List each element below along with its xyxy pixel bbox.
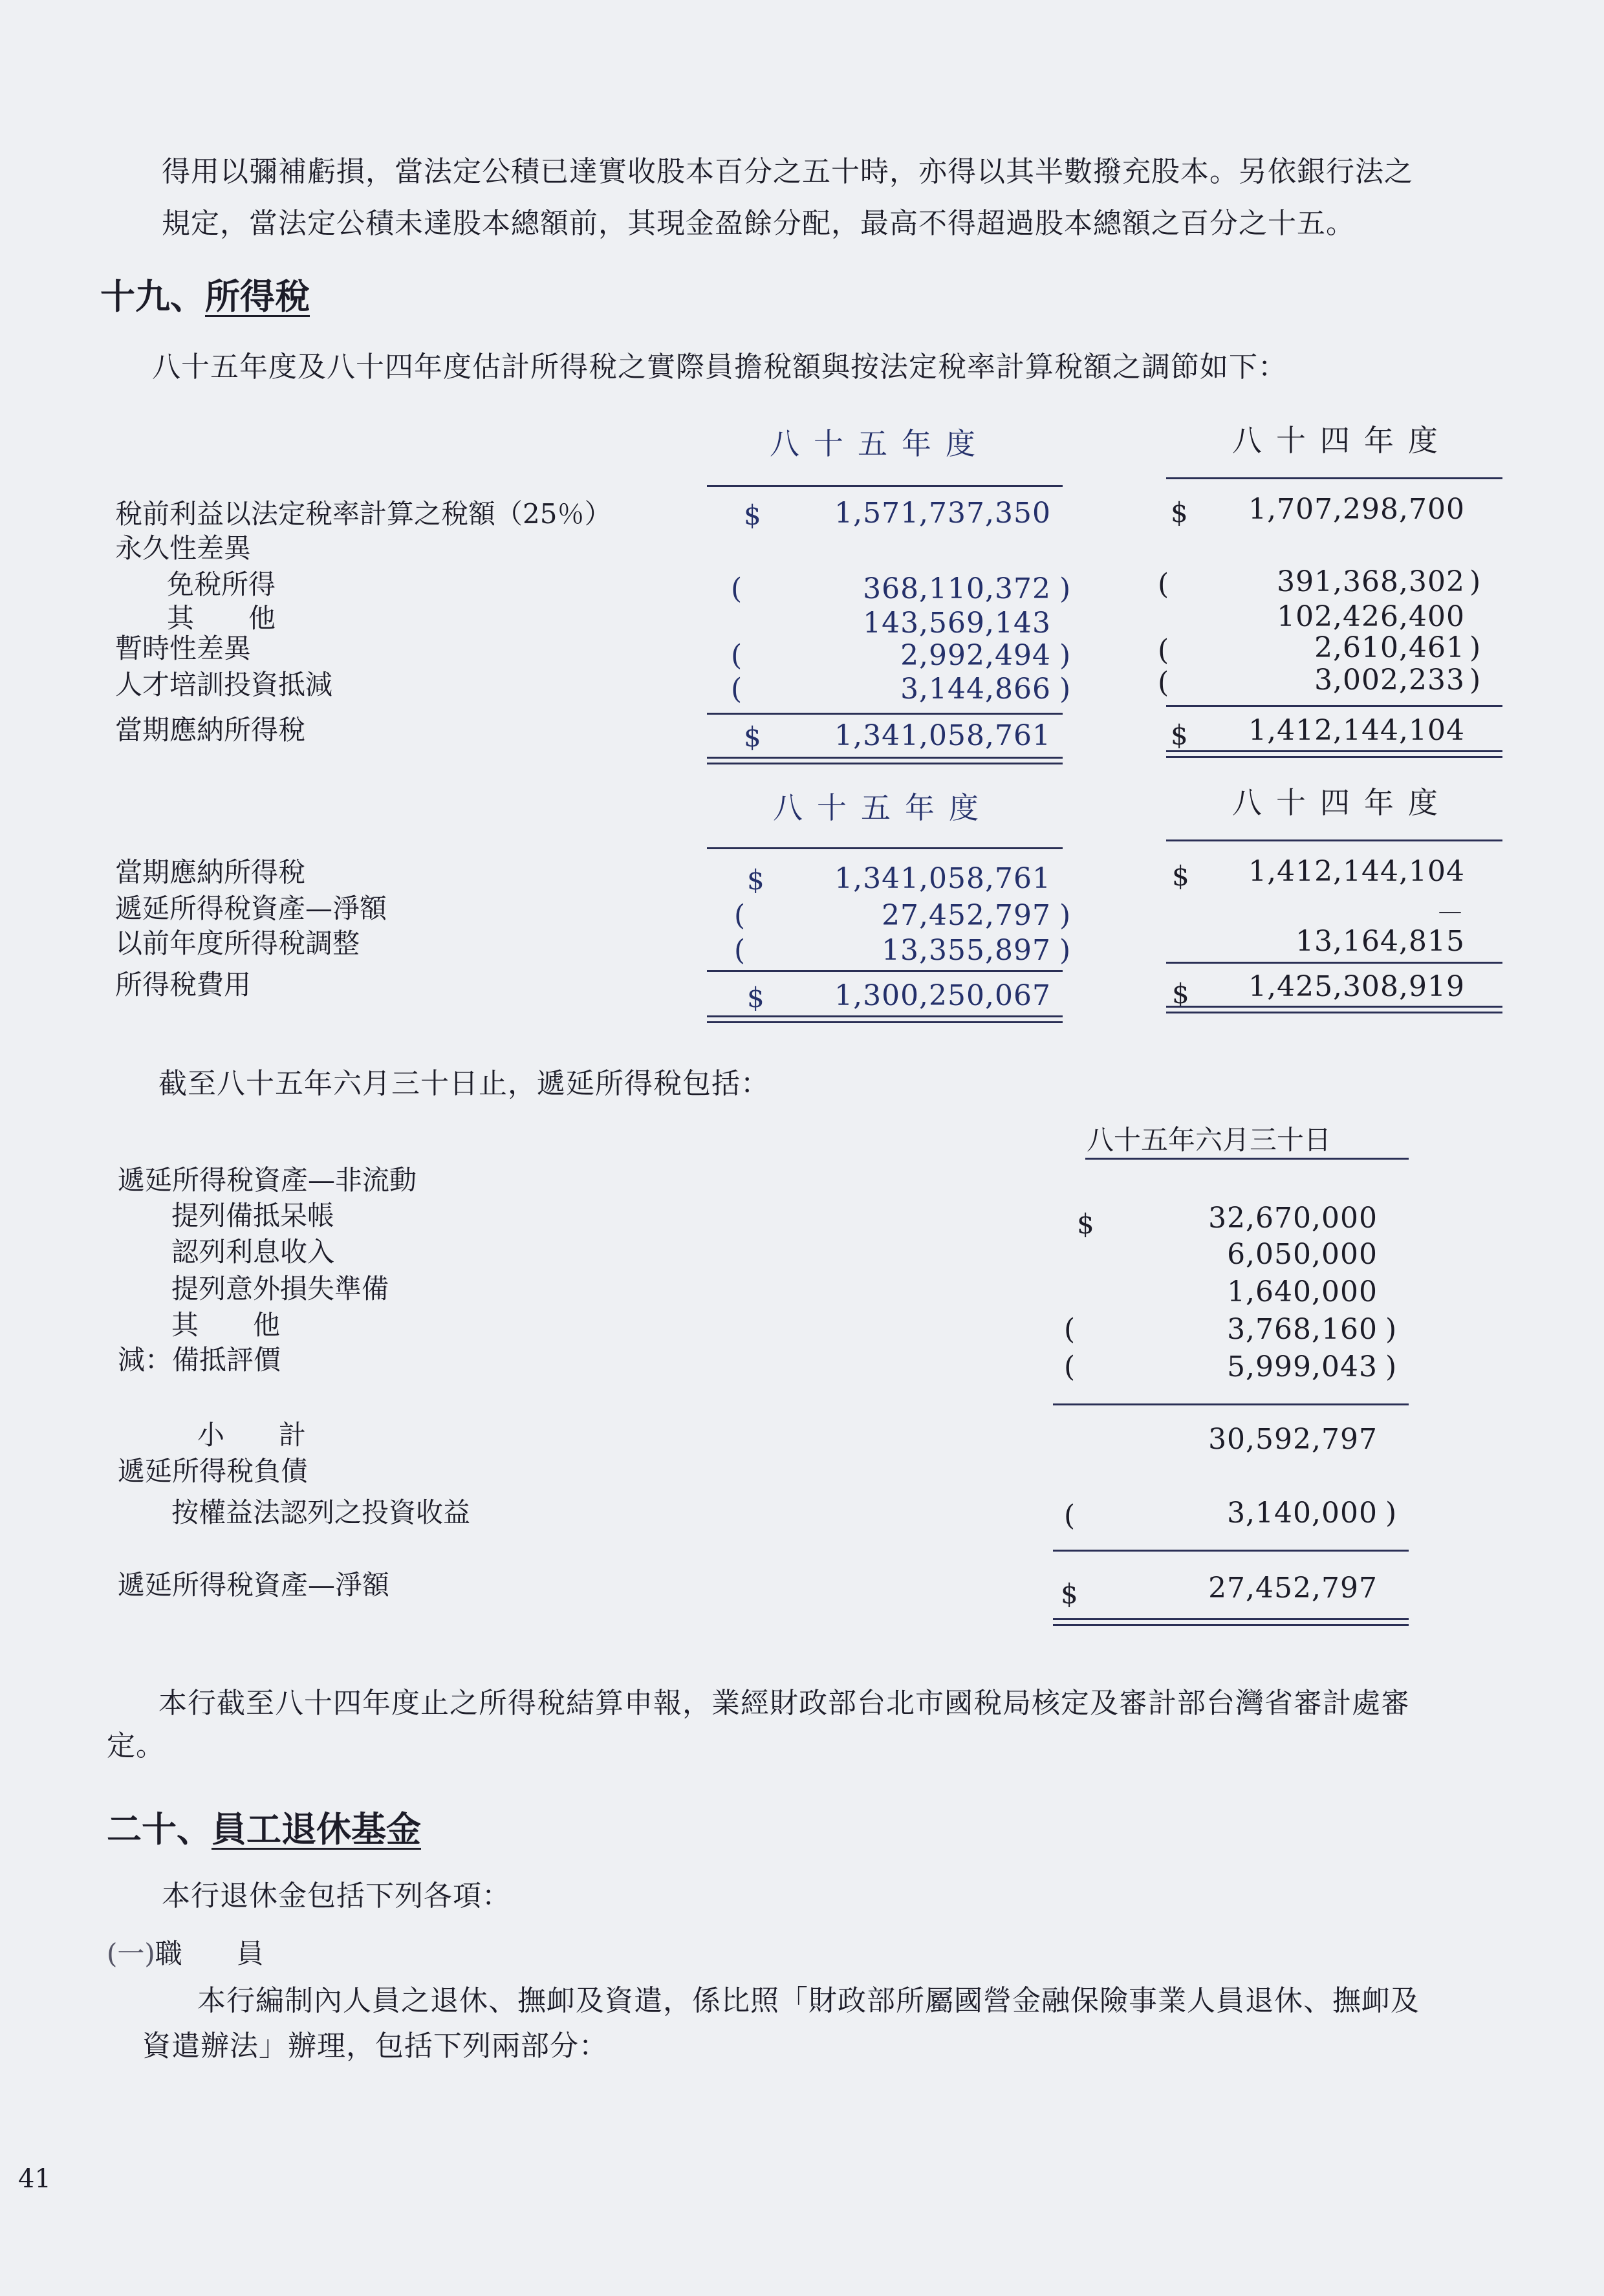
t1-lparen-85-row2: ( — [731, 572, 742, 605]
section-19-heading — [100, 269, 310, 319]
t1-rparen-85-row5: ) — [1059, 673, 1071, 706]
t1-label-other: 其 他 — [167, 602, 276, 634]
t3-rparen-row5: ) — [1385, 1350, 1397, 1383]
t1-label-temporary-differences: 暫時性差異 — [115, 633, 252, 664]
t3-value-row8: 3,140,000 — [1227, 1497, 1378, 1530]
t1-total-double-rule-84 — [1166, 750, 1502, 758]
t1-label-tax-exempt-income: 免稅所得 — [167, 569, 276, 600]
t3-value-row3: 1,640,000 — [1227, 1275, 1378, 1308]
t1-value-84-row5: 3,002,233 — [1314, 664, 1465, 697]
t1-value-85-row4: 2,992,494 — [900, 639, 1051, 672]
t3-label-bad-debt-allowance: 提列備抵呆帳 — [171, 1200, 335, 1231]
section-20-sub-marker: (一) — [107, 1938, 155, 1969]
t1-lparen-84-row4: ( — [1158, 634, 1169, 667]
t2-dollar-85-row3: $ — [747, 982, 764, 1013]
t1-subtotal-rule-85 — [707, 713, 1063, 715]
t1-value-85-row2: 368,110,372 — [863, 572, 1051, 605]
t3-rparen-row4: ) — [1385, 1313, 1397, 1346]
t2-subtotal-rule-84 — [1166, 962, 1502, 964]
section-20-number: 二十、 — [107, 1808, 211, 1850]
t1-dollar-84-row0: $ — [1171, 497, 1188, 528]
t2-lparen-85-row1: ( — [734, 899, 746, 932]
t1-rparen-84-row4: ) — [1469, 631, 1481, 664]
section-20-sub-title: 職 員 — [155, 1938, 264, 1969]
section-20-sub-heading — [107, 1933, 264, 1971]
t2-value-85-row0: 1,341,058,761 — [834, 862, 1051, 895]
section-19-number: 十九、 — [100, 276, 205, 317]
t1-label-training-credit: 人才培訓投資抵減 — [115, 669, 333, 700]
page-number: 41 — [18, 2164, 51, 2194]
t3-label-deferred-asset-noncurrent: 遞延所得稅資產—非流動 — [118, 1164, 417, 1196]
t1-label-tax-at-statutory-rate: 稅前利益以法定稅率計算之稅額（25％） — [115, 498, 612, 530]
t3-lparen-row8: ( — [1064, 1499, 1076, 1532]
table1-header-rule-84 — [1166, 477, 1502, 479]
t2-label-deferred-tax-asset-net: 遞延所得稅資產—淨額 — [115, 893, 387, 924]
section-20-intro: 本行退休金包括下列各項： — [162, 1879, 511, 1912]
t1-value-85-row0: 1,571,737,350 — [834, 497, 1051, 530]
t2-rparen-85-row2: ) — [1059, 934, 1071, 967]
t3-dollar-row9: $ — [1061, 1578, 1078, 1610]
table2-header-84: 八十四年度 — [1232, 785, 1452, 820]
section-20-title: 員工退休基金 — [211, 1808, 421, 1850]
table1-header-85: 八十五年度 — [770, 426, 990, 461]
t3-value-row6: 30,592,797 — [1208, 1423, 1378, 1456]
t2-total-double-rule-85 — [707, 1015, 1063, 1023]
section-20-paragraph — [197, 1975, 1420, 2027]
t1-label-permanent-differences: 永久性差異 — [115, 532, 252, 564]
t1-lparen-84-row5: ( — [1158, 666, 1169, 699]
t1-lparen-85-row4: ( — [731, 639, 742, 672]
t1-value-84-row6: 1,412,144,104 — [1248, 714, 1465, 747]
t2-value-84-row3: 1,425,308,919 — [1248, 970, 1465, 1003]
t3-value-row4: 3,768,160 — [1227, 1313, 1378, 1346]
t3-lparen-row4: ( — [1064, 1313, 1076, 1346]
t3-total-double-rule — [1053, 1618, 1409, 1626]
t3-label-net-deferred-asset: 遞延所得稅資產—淨額 — [118, 1569, 390, 1601]
t1-rparen-85-row2: ) — [1059, 572, 1071, 605]
t3-label-interest-income: 認列利息收入 — [171, 1236, 335, 1268]
t1-value-84-row2: 391,368,302 — [1277, 565, 1465, 598]
t2-value-84-row1: － — [1436, 897, 1465, 930]
intro-line-2: 規定，當法定公積未達股本總額前，其現金盈餘分配，最高不得超過股本總額之百分之十五。 — [162, 207, 1355, 240]
t2-total-double-rule-84 — [1166, 1006, 1502, 1013]
t3-label-equity-method-gain: 按權益法認列之投資收益 — [171, 1497, 471, 1528]
t2-lparen-85-row2: ( — [734, 934, 746, 967]
t3-value-row5: 5,999,043 — [1227, 1350, 1378, 1383]
table1-header-rule-85 — [707, 485, 1063, 487]
section-19-closing — [158, 1678, 1410, 1729]
t1-lparen-84-row2: ( — [1158, 568, 1169, 601]
table2-header-85: 八十五年度 — [773, 790, 993, 825]
t1-dollar-85-row6: $ — [744, 721, 761, 753]
t3-label-contingency-reserve: 提列意外損失準備 — [171, 1273, 389, 1305]
t2-dollar-84-row0: $ — [1172, 860, 1189, 892]
t3-dollar-row1: $ — [1077, 1208, 1094, 1240]
section-20-para-line-1: 本行編制內人員之退休、撫卹及資遣，係比照「財政部所屬國營金融保險事業人員退休、撫卹及 — [197, 1984, 1420, 2017]
t3-net-rule — [1053, 1550, 1409, 1552]
t1-rparen-84-row5: ) — [1469, 664, 1481, 697]
section-19-closing-line-1: 本行截至八十四年度止之所得稅結算申報，業經財政部台北市國稅局核定及審計部台灣省審計處審 — [158, 1687, 1410, 1720]
t2-dollar-84-row3: $ — [1172, 978, 1189, 1010]
t1-total-double-rule-85 — [707, 757, 1063, 764]
section-19-closing-line-2: 定。 — [107, 1729, 165, 1762]
t1-rparen-85-row4: ) — [1059, 639, 1071, 672]
t1-value-85-row6: 1,341,058,761 — [834, 719, 1051, 752]
t3-label-other: 其 他 — [171, 1309, 281, 1341]
t2-label-income-tax-expense: 所得稅費用 — [115, 969, 252, 1001]
t2-value-85-row3: 1,300,250,067 — [834, 979, 1051, 1012]
intro-line-1: 得用以彌補虧損，當法定公積已達實收股本百分之五十時，亦得以其半數撥充股本。另依銀行法之 — [162, 155, 1413, 188]
section-20-para-line-2: 資遣辦法」辦理，包括下列兩部分： — [142, 2030, 608, 2063]
t1-value-85-row5: 3,144,866 — [900, 673, 1051, 706]
table3-date-header: 八十五年六月三十日 — [1087, 1124, 1332, 1156]
t1-subtotal-rule-84 — [1166, 705, 1502, 707]
t1-value-84-row3: 102,426,400 — [1277, 600, 1465, 633]
t3-label-subtotal: 小 計 — [197, 1419, 307, 1451]
t2-rparen-85-row1: ) — [1059, 899, 1071, 932]
t3-subtotal-rule — [1053, 1403, 1409, 1405]
t3-rparen-row8: ) — [1385, 1497, 1397, 1530]
t1-rparen-84-row2: ) — [1469, 565, 1481, 598]
intro-paragraph — [162, 146, 1413, 250]
t1-lparen-85-row5: ( — [731, 673, 742, 706]
t3-value-row9: 27,452,797 — [1208, 1572, 1378, 1605]
t1-value-84-row0: 1,707,298,700 — [1248, 493, 1465, 526]
section-19-intro: 八十五年度及八十四年度估計所得稅之實際員擔稅額與按法定稅率計算稅額之調節如下： — [152, 351, 1287, 384]
t1-value-84-row4: 2,610,461 — [1314, 631, 1465, 664]
t1-label-current-tax-payable: 當期應納所得稅 — [115, 714, 306, 746]
section-19-title: 所得稅 — [205, 276, 310, 317]
deferred-tax-intro: 截至八十五年六月三十日止，遞延所得稅包括： — [158, 1067, 770, 1100]
table2-header-rule-85 — [707, 847, 1063, 849]
t1-value-85-row3: 143,569,143 — [863, 607, 1051, 640]
t3-value-row1: 32,670,000 — [1208, 1202, 1378, 1235]
t2-subtotal-rule-85 — [707, 970, 1063, 972]
t3-label-valuation-allowance: 減：備抵評價 — [118, 1344, 281, 1376]
section-20-heading — [107, 1802, 421, 1852]
t2-value-84-row0: 1,412,144,104 — [1248, 855, 1465, 888]
t2-value-85-row2: 13,355,897 — [882, 934, 1051, 967]
table2-header-rule-84 — [1166, 839, 1502, 841]
t3-value-row2: 6,050,000 — [1227, 1238, 1378, 1271]
t1-dollar-84-row6: $ — [1171, 719, 1188, 751]
t2-value-85-row1: 27,452,797 — [882, 899, 1051, 932]
t2-value-84-row2: 13,164,815 — [1295, 925, 1465, 958]
t2-label-current-tax-payable: 當期應納所得稅 — [115, 856, 306, 888]
t3-label-deferred-liability: 遞延所得稅負債 — [118, 1455, 309, 1487]
t3-lparen-row5: ( — [1064, 1350, 1076, 1383]
table3-header-rule — [1085, 1158, 1409, 1160]
t2-dollar-85-row0: $ — [747, 864, 764, 896]
t2-label-prior-year-adjustment: 以前年度所得稅調整 — [115, 927, 360, 959]
table1-header-84: 八十四年度 — [1232, 423, 1452, 458]
t1-dollar-85-row0: $ — [744, 499, 761, 531]
